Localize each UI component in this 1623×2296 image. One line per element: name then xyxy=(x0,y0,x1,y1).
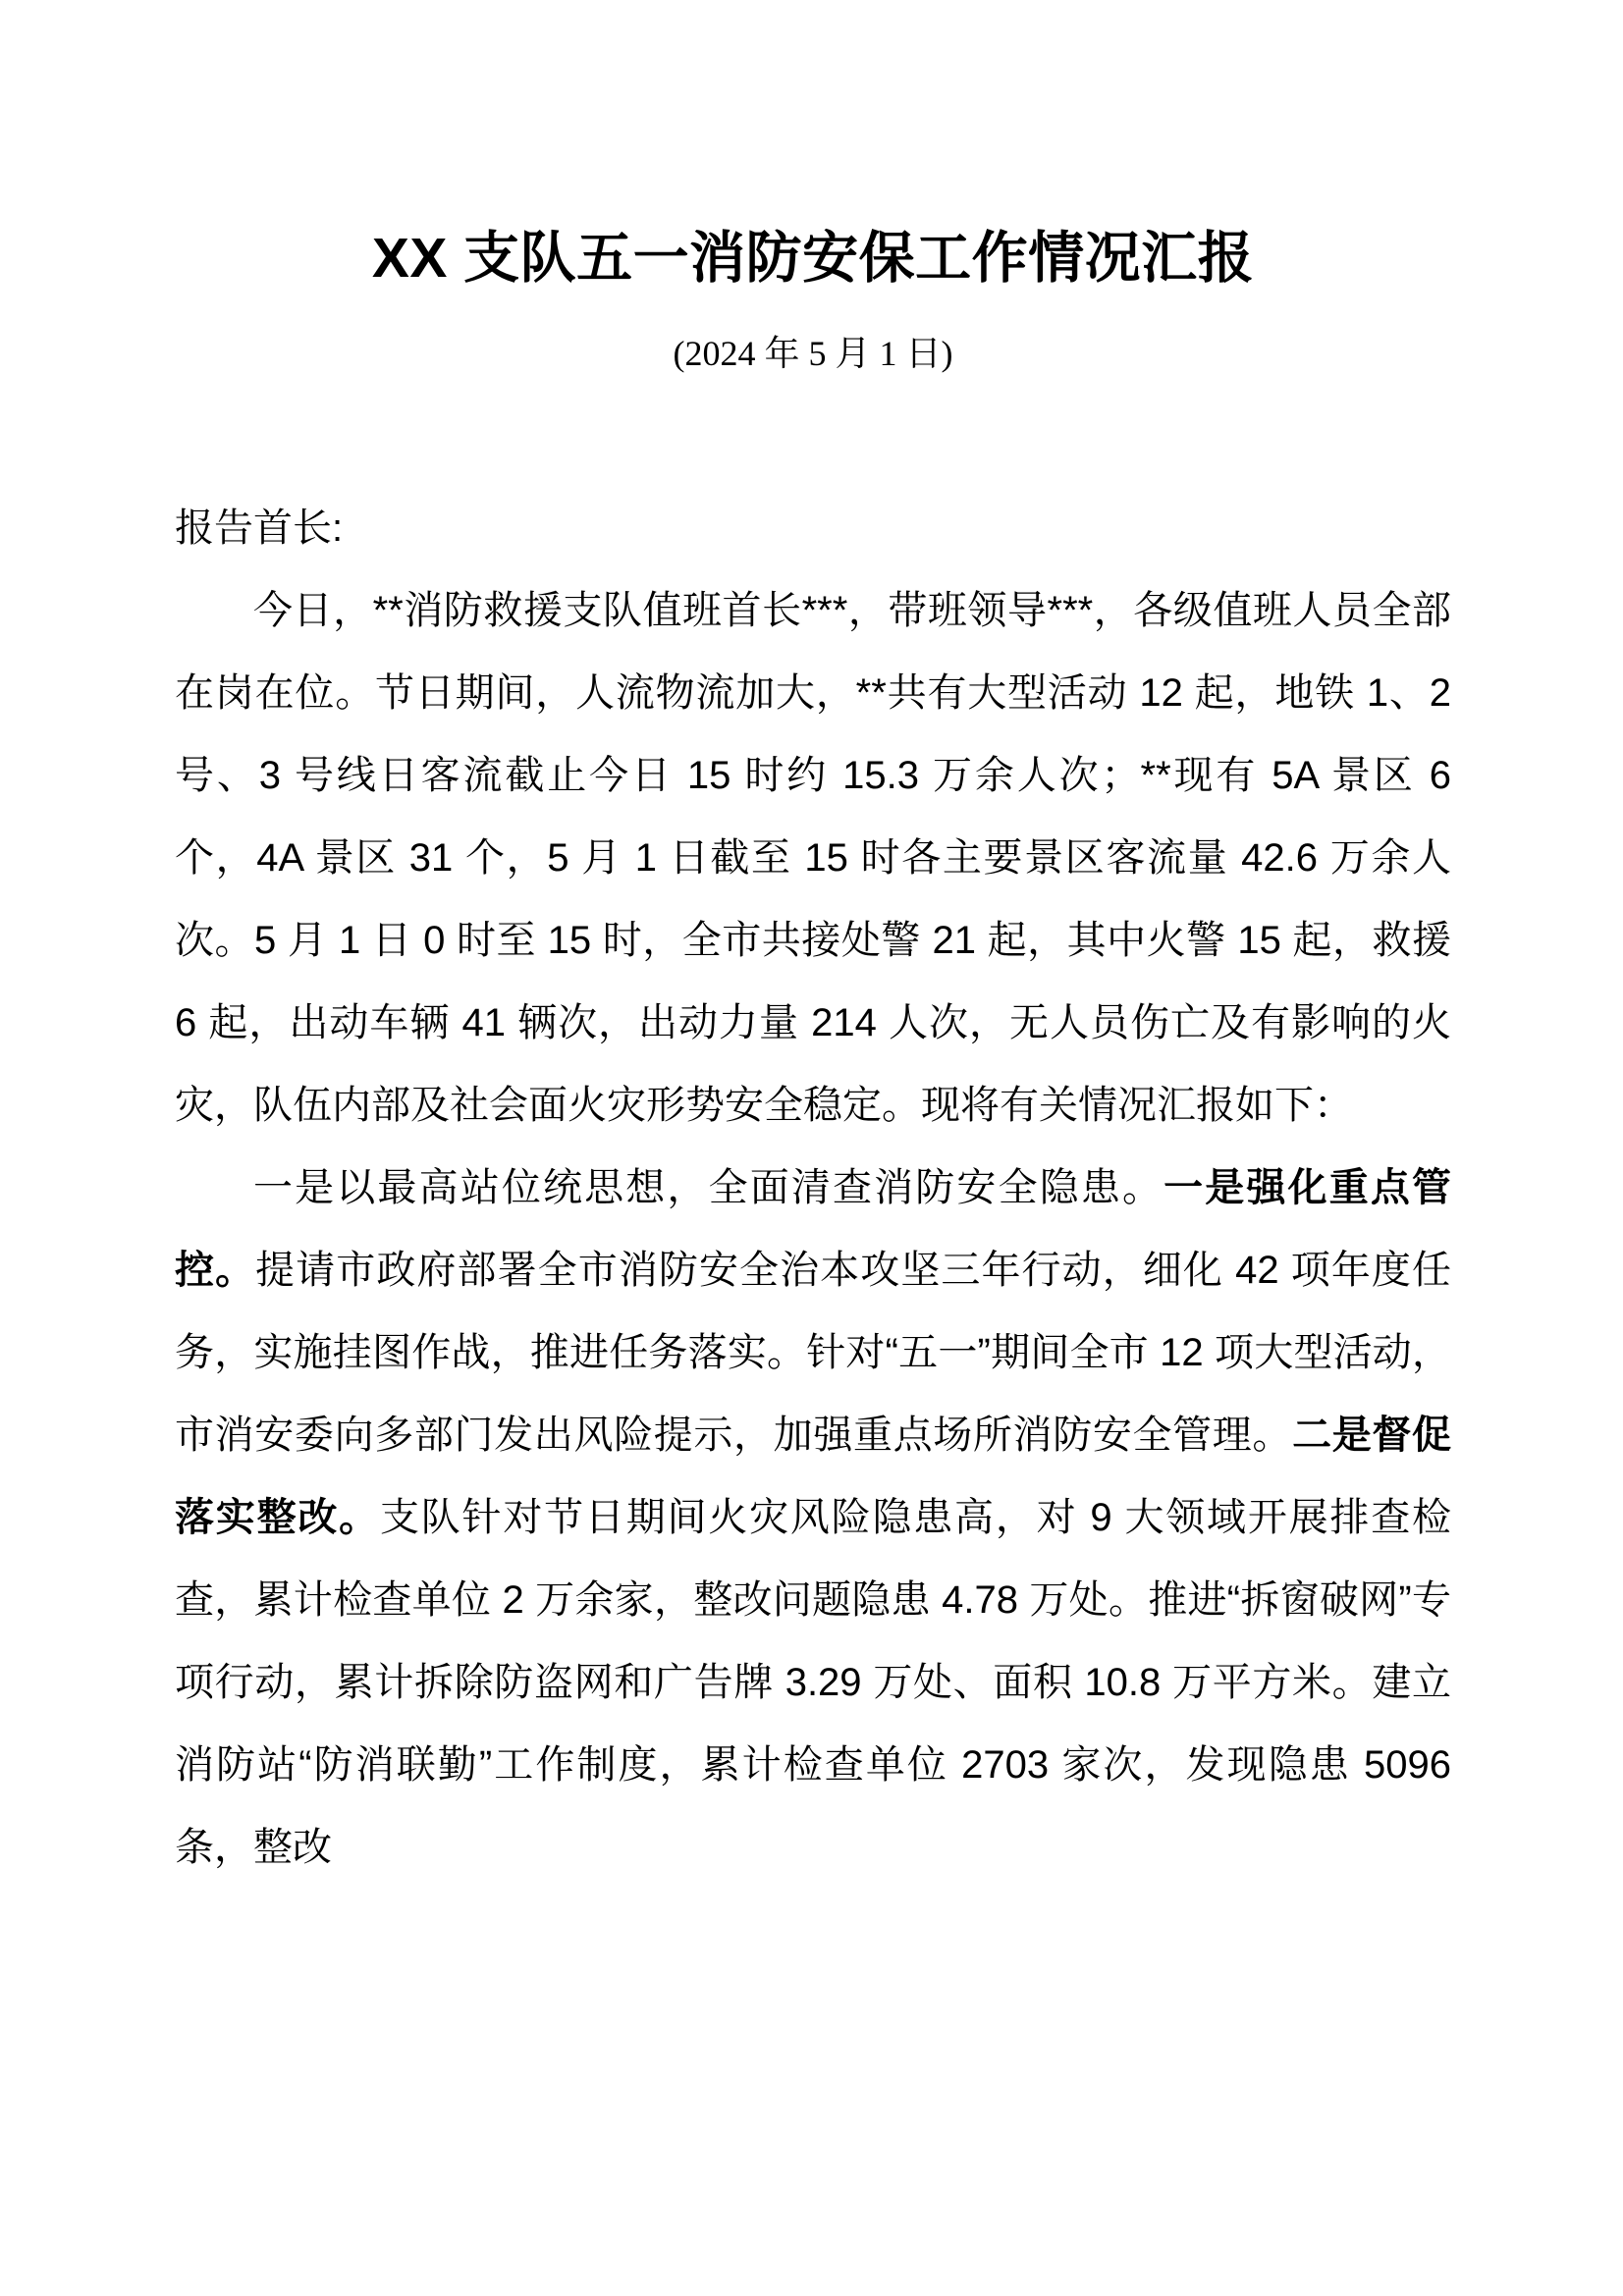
salutation-line: 报告首长: xyxy=(175,507,344,551)
document-date-subtitle: (2024 年 5 月 1 日) xyxy=(673,334,953,374)
run-situation-text: 今日，**消防救援支队值班首长***，带班领导***，各级值班人员全部在岗在位。节日期间，人流物流加大，**共有大型活动 12 起，地铁 1、2 号、3 号线日客流截止今日 15 时约 15.3 万余人次；**现有 5A 景区 6 个，4A 景区 31 个，5 月 1 日截至 15 时各主要景区客流量 42.6 万余人次。5 月 1 日 0 时至 15 时，全市共接处警 21 起，其中火警 15 起，救援 6 起，出动车辆 41 辆次，出动力量 214 人次，无人员伤亡及有影响的火灾，队伍内部及社会面火灾形势安全稳定。现将有关情况汇报如下： xyxy=(175,589,1451,1128)
run-subheading-strengthen-control: 一是强化重点管控。 xyxy=(175,1166,1452,1293)
document-content xyxy=(175,0,1451,1889)
run-section-one-body-a: 提请市政府部署全市消防安全治本攻坚三年行动，细化 42 项年度任务，实施挂图作战，推进任务落实。针对“五一”期间全市 12 项大型活动，市消安委向多部门发出风险提示，加强重点场所消防安全管理。 xyxy=(175,1249,1452,1458)
paragraph-situation xyxy=(175,569,1451,1147)
document-body xyxy=(175,487,1451,1889)
run-section-one-lead: 一是以最高站位统思想，全面清查消防安全隐患。 xyxy=(253,1166,1164,1210)
run-subheading-supervise-rectification: 二是督促落实整改。 xyxy=(175,1414,1452,1540)
paragraph-section-one xyxy=(175,1147,1451,1889)
run-section-one-body-b: 支队针对节日期间火灾风险隐患高，对 9 大领域开展排查检查，累计检查单位 2 万余家，整改问题隐患 4.78 万处。推进“拆窗破网”专项行动，累计拆除防盗网和广告牌 3.29 万处、面积 10.8 万平方米。建立消防站“防消联勤”工作制度，累计检查单位 2703 家次，发现隐患 5096 条，整改 xyxy=(175,1496,1452,1870)
page-title: XX 支队五一消防安保工作情况汇报 xyxy=(371,227,1255,290)
